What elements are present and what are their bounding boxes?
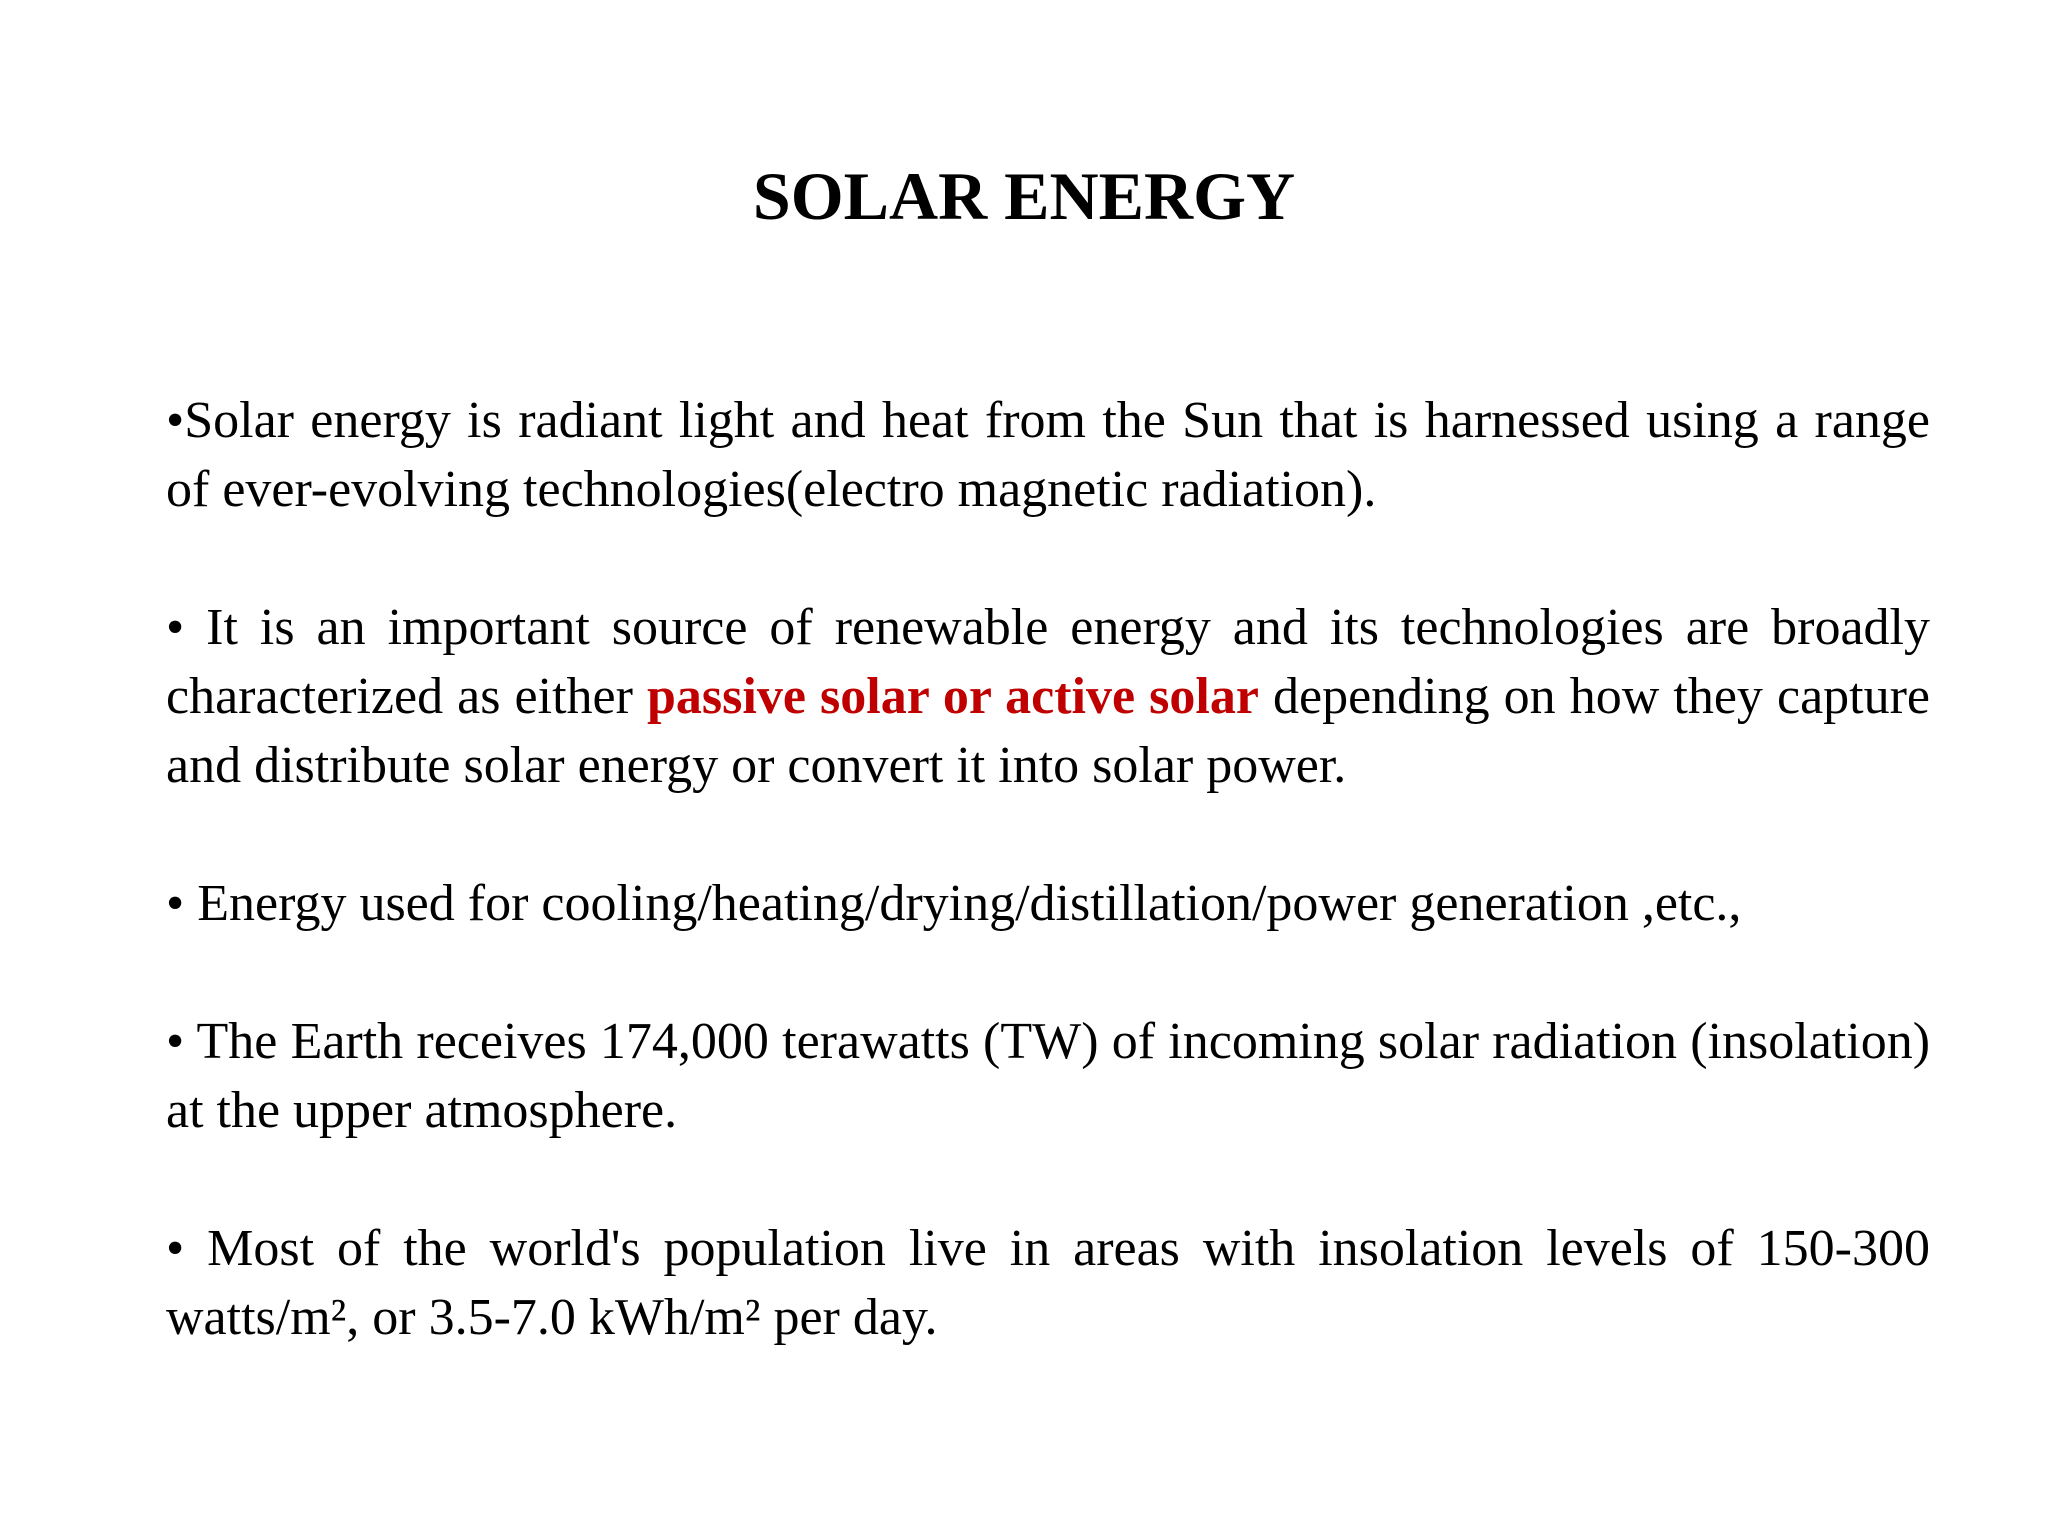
bullet-text-before: It is an important source of renewable energy and its technologies are broadly characterized as either <box>166 599 1930 725</box>
bullet-marker: • <box>166 1220 208 1277</box>
bullet-marker: • <box>166 1013 197 1070</box>
bullet-item-solar-definition <box>166 386 1930 524</box>
bullet-text: Solar energy is radiant light and heat from the Sun that is harnessed using a range of ever-evolving technologies(electro magnetic radiation). <box>166 392 1930 518</box>
bullet-item-earth-receives <box>166 1007 1930 1145</box>
slide-title: SOLAR ENERGY <box>752 158 1296 234</box>
bullet-marker: • <box>166 875 198 932</box>
bullet-marker: • <box>166 599 207 656</box>
bullet-text: Energy used for cooling/heating/drying/distillation/power generation ,etc., <box>197 875 1742 932</box>
bullet-text-after: depending on how they capture and distribute solar energy or convert it into solar power. <box>166 668 1930 794</box>
bullet-item-insolation-levels <box>166 1214 1930 1352</box>
bullet-item-renewable-source <box>166 593 1930 800</box>
bullet-item-energy-uses <box>166 869 1930 938</box>
bullet-list <box>166 386 1930 1421</box>
highlight-passive-active-solar: passive solar or active solar <box>647 668 1259 725</box>
bullet-text: The Earth receives 174,000 terawatts (TW) of incoming solar radiation (insolation) at the upper atmosphere. <box>166 1013 1931 1139</box>
bullet-marker: • <box>166 392 185 449</box>
bullet-text: Most of the world's population live in areas with insolation levels of 150-300 watts/m², or 3.5-7.0 kWh/m² per day. <box>166 1220 1930 1346</box>
